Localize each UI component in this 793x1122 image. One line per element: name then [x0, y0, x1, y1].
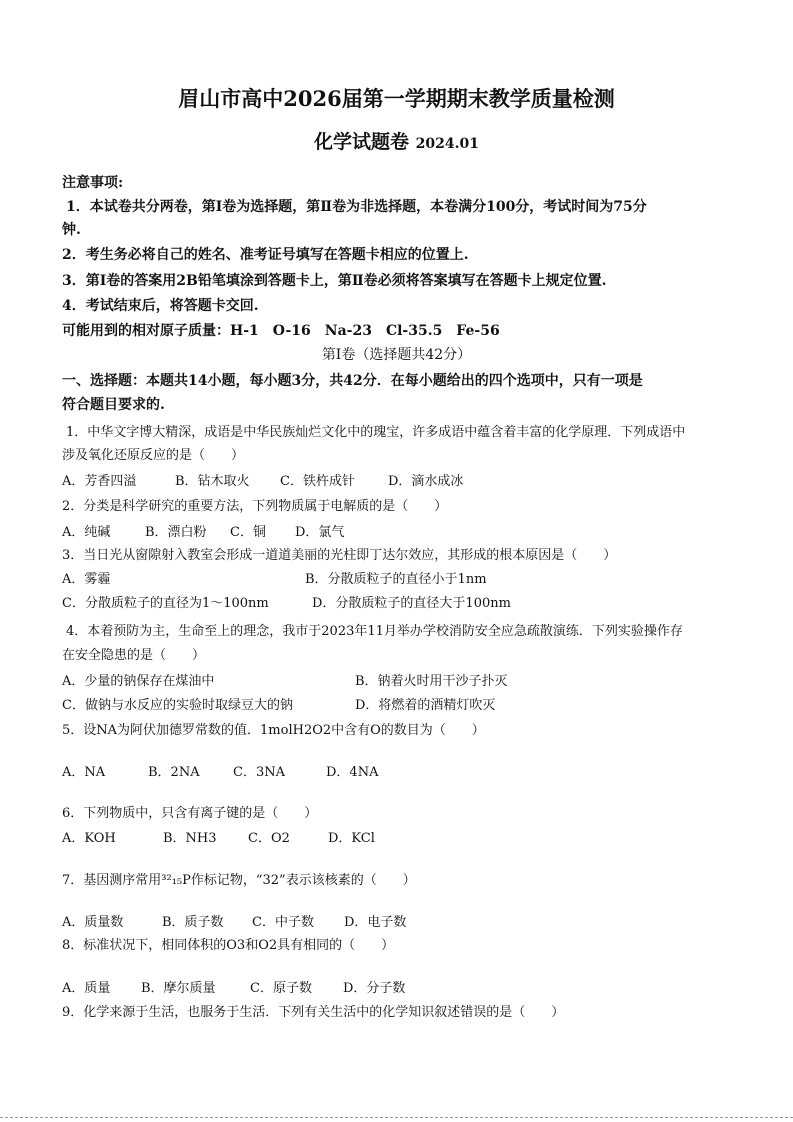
q4-option-a: A．少量的钠保存在煤油中: [62, 674, 215, 689]
notice-item-2: 2．考生务必将自己的姓名、准考证号填写在答题卡相应的位置上.: [62, 247, 469, 263]
q6-option-c: C．O2: [248, 831, 290, 846]
q8-option-d: D．分子数: [343, 981, 406, 996]
question-7: 7．基因测序常用³²₁₅P作标记物，“32”表示该核素的（ ）: [62, 873, 416, 888]
q1-option-d: D．滴水成冰: [388, 474, 464, 489]
question-2: 2．分类是科学研究的重要方法，下列物质属于电解质的是（ ）: [62, 499, 448, 514]
q8-option-b: B．摩尔质量: [141, 981, 216, 996]
q5-option-b: B．2NA: [148, 765, 200, 780]
question-4: 4．本着预防为主，生命至上的理念，我市于2023年11月举办学校消防安全应急疏散演练．下列实验操作存: [66, 624, 683, 639]
notice-heading: 注意事项:: [62, 175, 124, 191]
q7-option-c: C．中子数: [252, 915, 314, 930]
page-bottom-rule: [0, 1117, 793, 1118]
q3-option-d: D．分散质粒子的直径大于100nm: [312, 596, 511, 611]
q3-option-b: B．分散质粒子的直径小于1nm: [305, 572, 487, 587]
q5-option-d: D．4NA: [326, 765, 379, 780]
question-1: 1．中华文字博大精深，成语是中华民族灿烂文化中的瑰宝，许多成语中蕴含着丰富的化学原理．下列成语中: [66, 425, 686, 440]
subtitle-text: 化学试题卷: [314, 131, 410, 153]
question-5: 5．设NA为阿伏加德罗常数的值．1molH2O2中含有O的数目为（ ）: [62, 723, 485, 738]
notice-item-1: 1．本试卷共分两卷，第Ⅰ卷为选择题，第Ⅱ卷为非选择题，本卷满分100分，考试时间为75分: [66, 199, 647, 215]
q2-option-b: B．漂白粉: [145, 525, 207, 540]
q6-option-d: D．KCl: [328, 831, 375, 846]
exam-date: 2024.01: [415, 136, 479, 152]
q7-option-d: D．电子数: [344, 915, 407, 930]
notice-item-1-cont: 钟.: [62, 222, 81, 238]
section-instructions: 一、选择题：本题共14小题，每小题3分，共42分．在每小题给出的四个选项中，只有一项是: [62, 373, 643, 389]
exam-title: 眉山市高中2026届第一学期期末教学质量检测: [178, 86, 615, 111]
q5-option-c: C．3NA: [233, 765, 285, 780]
question-8: 8．标准状况下，相同体积的O3和O2具有相同的（ ）: [62, 938, 395, 953]
q2-option-c: C．铜: [230, 525, 266, 540]
exam-subtitle: [0, 133, 793, 153]
q4-option-d: D．将燃着的酒精灯吹灭: [355, 698, 496, 713]
q2-option-d: D．氯气: [295, 525, 345, 540]
atomic-masses: 可能用到的相对原子质量：H-1 O-16 Na-23 Cl-35.5 Fe-56: [62, 323, 500, 339]
q6-option-b: B．NH3: [163, 831, 217, 846]
notice-item-4: 4．考试结束后，将答题卡交回.: [62, 298, 259, 314]
question-6: 6．下列物质中，只含有离子键的是（ ）: [62, 806, 318, 821]
q4-option-c: C．做钠与水反应的实验时取绿豆大的钠: [62, 698, 293, 713]
q1-option-b: B．钻木取火: [175, 474, 250, 489]
q3-option-c: C．分散质粒子的直径为1～100nm: [62, 596, 269, 611]
q8-option-c: C．原子数: [250, 981, 312, 996]
q7-option-a: A．质量数: [62, 915, 124, 930]
question-9: 9．化学来源于生活，也服务于生活．下列有关生活中的化学知识叙述错误的是（ ）: [62, 1005, 565, 1020]
q8-option-a: A．质量: [62, 981, 111, 996]
q3-option-a: A．雾霾: [62, 572, 111, 587]
section-title: 第Ⅰ卷（选择题共42分）: [321, 347, 472, 363]
question-3: 3．当日光从窗隙射入教室会形成一道道美丽的光柱即丁达尔效应，其形成的根本原因是（ ）: [62, 548, 617, 563]
q5-option-a: A．NA: [62, 765, 106, 780]
notice-item-3: 3．第Ⅰ卷的答案用2B铅笔填涂到答题卡上，第Ⅱ卷必须将答案填写在答题卡上规定位置.: [62, 273, 607, 289]
q1-option-c: C．铁杵成针: [280, 474, 355, 489]
q4-option-b: B．钠着火时用干沙子扑灭: [355, 674, 508, 689]
question-4-cont: 在安全隐患的是（ ）: [62, 648, 206, 663]
question-1-cont: 涉及氧化还原反应的是（ ）: [62, 448, 245, 463]
q1-option-a: A．芳香四溢: [62, 474, 137, 489]
q2-option-a: A．纯碱: [62, 525, 111, 540]
q7-option-b: B．质子数: [162, 915, 224, 930]
q6-option-a: A．KOH: [62, 831, 116, 846]
section-instructions-cont: 符合题目要求的.: [62, 397, 165, 413]
